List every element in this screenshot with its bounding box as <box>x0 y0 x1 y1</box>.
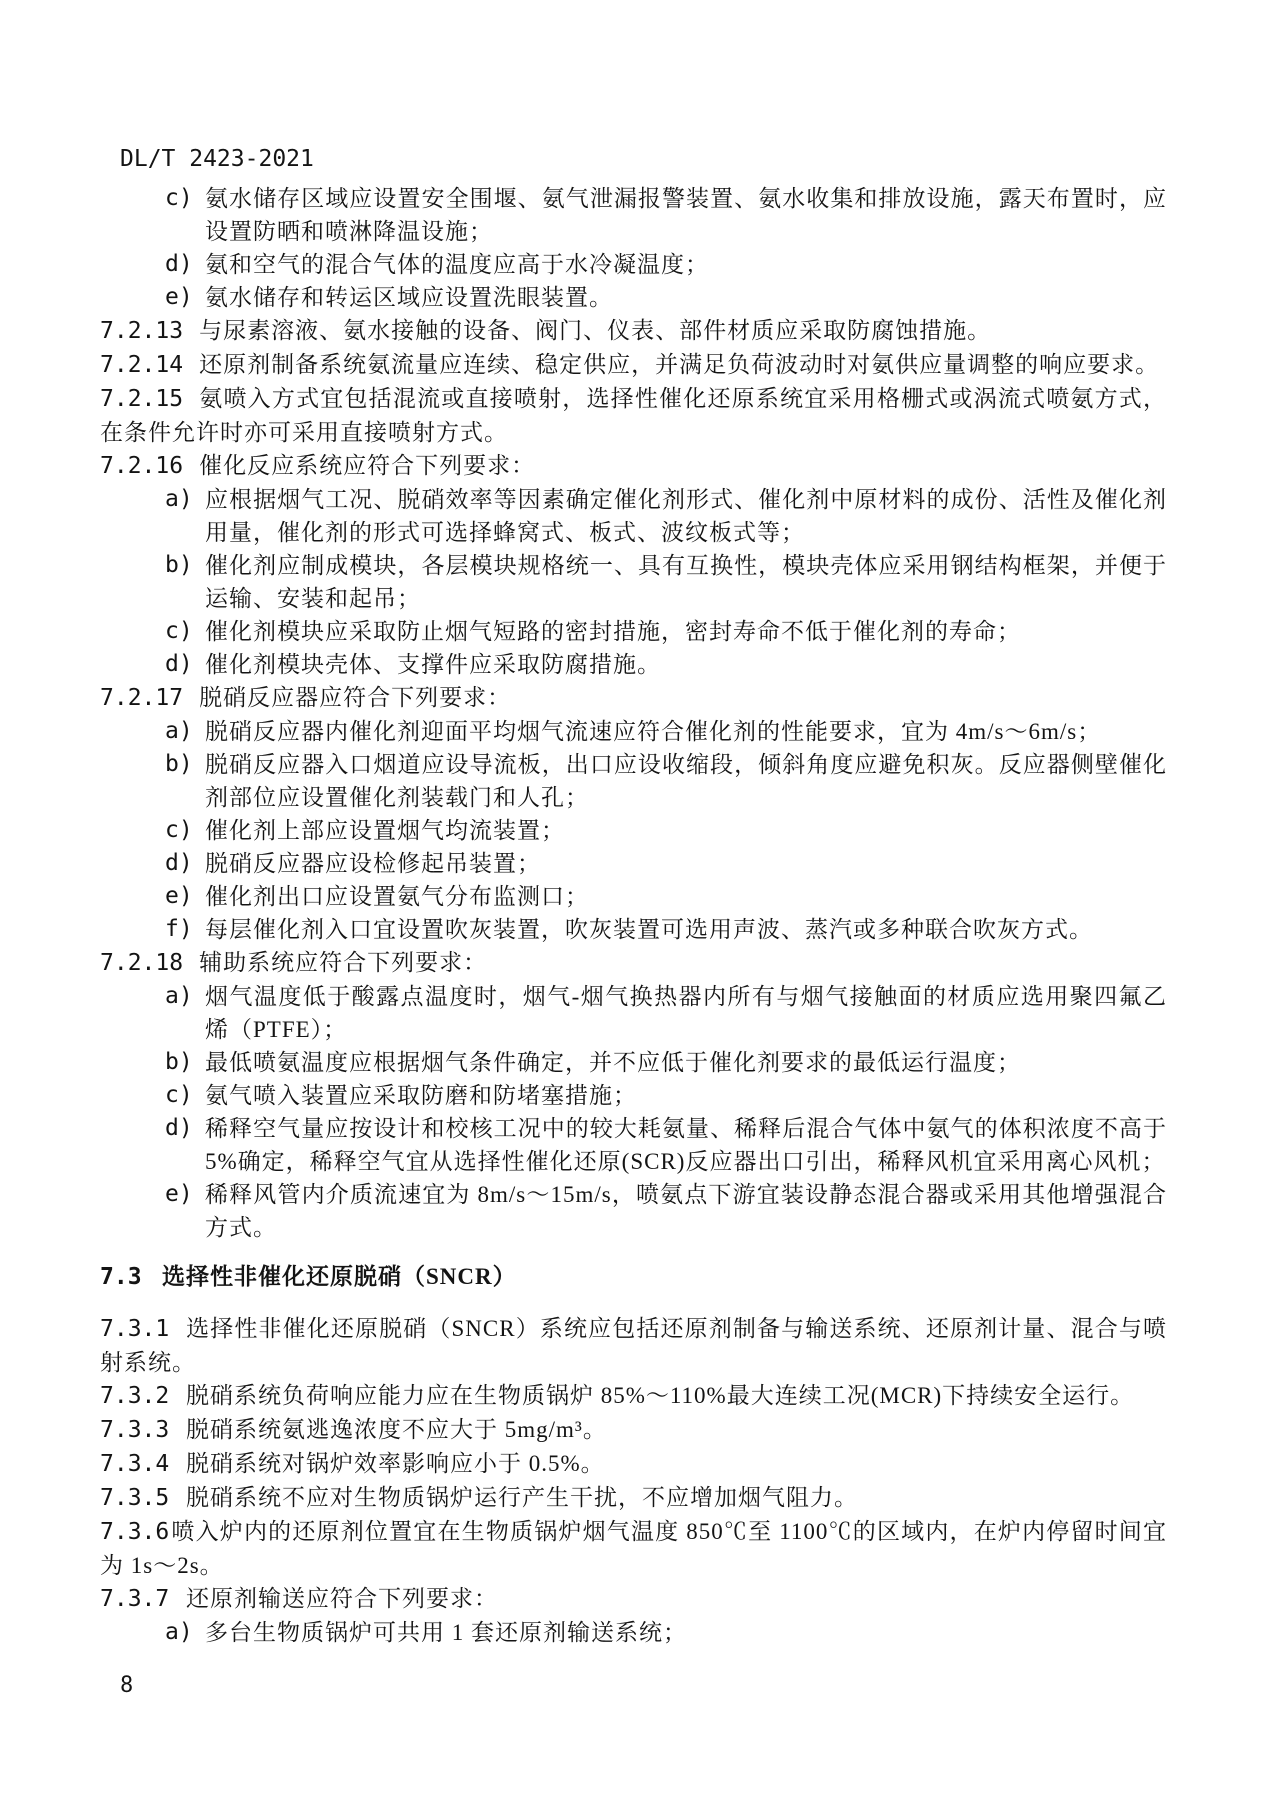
list-item <box>165 1112 1167 1178</box>
clause-paragraph <box>100 382 1167 449</box>
clause-number: 7.2.15 <box>100 386 184 412</box>
list-item-text: 稀释风管内介质流速宜为 8m/s～15m/s，喷氨点下游宜装设静态混合器或采用其他增强混合方式。 <box>205 1182 1167 1240</box>
clause-number: 7.3.5 <box>100 1485 170 1511</box>
clause-paragraph <box>100 348 1167 382</box>
list-item-text: 脱硝反应器应设检修起吊装置； <box>205 851 541 876</box>
clause-number: 7.3.7 <box>100 1586 170 1612</box>
clause-paragraph <box>100 1481 1167 1515</box>
section-heading-number: 7.3 <box>100 1264 142 1290</box>
list-item <box>165 1616 1167 1649</box>
list-item-text: 催化剂模块应采取防止烟气短路的密封措施，密封寿命不低于催化剂的寿命； <box>205 619 1021 644</box>
clause-text: 还原剂制备系统氨流量应连续、稳定供应，并满足负荷波动时对氨供应量调整的响应要求。 <box>199 352 1160 377</box>
list-item-label: c) <box>165 618 193 644</box>
document-header: DL/T 2423-2021 <box>120 146 314 172</box>
list-item-text: 氨水储存区域应设置安全围堰、氨气泄漏报警装置、氨水收集和排放设施，露天布置时，应设置防晒和喷淋降温设施； <box>205 186 1167 244</box>
list-item-label: a) <box>165 983 193 1009</box>
list-item-text: 多台生物质锅炉可共用 1 套还原剂输送系统； <box>205 1620 687 1645</box>
list-item <box>165 648 1167 681</box>
list-item-text: 氨和空气的混合气体的温度应高于水冷凝温度； <box>205 252 709 277</box>
list-item-label: e) <box>165 1181 193 1207</box>
list-item-text: 催化剂出口应设置氨气分布监测口； <box>205 884 589 909</box>
list-item <box>165 847 1167 880</box>
list-item-text: 氨气喷入装置应采取防磨和防堵塞措施； <box>205 1083 637 1108</box>
list-item-label: b) <box>165 1049 193 1075</box>
clause-number: 7.2.18 <box>100 950 184 976</box>
list-item-label: b) <box>165 751 193 777</box>
list-item-text: 催化剂应制成模块，各层模块规格统一、具有互换性，模块壳体应采用钢结构框架，并便于运输、安装和起吊； <box>205 553 1167 611</box>
clause-number: 7.3.1 <box>100 1316 170 1342</box>
clause-paragraph <box>100 1582 1167 1616</box>
clause-text: 喷入炉内的还原剂位置宜在生物质锅炉烟气温度 850℃至 1100℃的区域内，在炉内停留时间宜为 1s～2s。 <box>100 1519 1167 1578</box>
clause-number: 7.2.13 <box>100 318 184 344</box>
list-item-text: 催化剂模块壳体、支撑件应采取防腐措施。 <box>205 652 661 677</box>
clause-text: 还原剂输送应符合下列要求： <box>186 1586 498 1611</box>
list-item-text: 烟气温度低于酸露点温度时，烟气-烟气换热器内所有与烟气接触面的材质应选用聚四氟乙烯（PTFE）； <box>205 984 1167 1042</box>
list-item-label: c) <box>165 185 193 211</box>
list-item <box>165 549 1167 615</box>
list-item <box>165 1046 1167 1079</box>
clause-text: 脱硝反应器应符合下列要求： <box>199 685 512 710</box>
list-item-label: d) <box>165 850 193 876</box>
clause-paragraph <box>100 681 1167 715</box>
list-item-label: a) <box>165 486 193 512</box>
list-item-label: f) <box>165 916 193 942</box>
clause-number: 7.3.3 <box>100 1417 170 1443</box>
clause-text: 氨喷入方式宜包括混流或直接喷射，选择性催化还原系统宜采用格栅式或涡流式喷氨方式，在条件允许时亦可采用直接喷射方式。 <box>100 386 1167 445</box>
list-item <box>165 715 1167 748</box>
list-item-text: 最低喷氨温度应根据烟气条件确定，并不应低于催化剂要求的最低运行温度； <box>205 1050 1021 1075</box>
list-item <box>165 913 1167 946</box>
clause-number: 7.2.14 <box>100 352 184 378</box>
list-item-text: 应根据烟气工况、脱硝效率等因素确定催化剂形式、催化剂中原材料的成份、活性及催化剂用量，催化剂的形式可选择蜂窝式、板式、波纹板式等； <box>205 487 1167 545</box>
clause-text: 脱硝系统对锅炉效率影响应小于 0.5%。 <box>186 1451 605 1476</box>
list-item-label: e) <box>165 883 193 909</box>
clause-number: 7.2.16 <box>100 453 184 479</box>
list-item <box>165 182 1167 248</box>
list-item <box>165 281 1167 314</box>
list-item-label: d) <box>165 1115 193 1141</box>
list-item <box>165 483 1167 549</box>
list-item <box>165 748 1167 814</box>
list-item <box>165 1178 1167 1244</box>
list-item-text: 催化剂上部应设置烟气均流装置； <box>205 818 565 843</box>
list-item <box>165 615 1167 648</box>
list-item-text: 氨水储存和转运区域应设置洗眼装置。 <box>205 285 613 310</box>
list-item-label: c) <box>165 1082 193 1108</box>
clause-paragraph <box>100 1515 1167 1582</box>
list-item <box>165 880 1167 913</box>
clause-text: 催化反应系统应符合下列要求： <box>199 453 536 478</box>
clause-text: 脱硝系统不应对生物质锅炉运行产生干扰，不应增加烟气阻力。 <box>186 1485 858 1510</box>
list-item-text: 每层催化剂入口宜设置吹灰装置，吹灰装置可选用声波、蒸汽或多种联合吹灰方式。 <box>205 917 1093 942</box>
list-item-label: b) <box>165 552 193 578</box>
clause-text: 选择性非催化还原脱硝（SNCR）系统应包括还原剂制备与输送系统、还原剂计量、混合与喷射系统。 <box>100 1316 1167 1375</box>
list-item-label: c) <box>165 817 193 843</box>
list-item <box>165 980 1167 1046</box>
list-item-label: a) <box>165 718 193 744</box>
list-item-text: 稀释空气量应按设计和校核工况中的较大耗氨量、稀释后混合气体中氨气的体积浓度不高于5%确定，稀释空气宜从选择性催化还原(SCR)反应器出口引出，稀释风机宜采用离心风机； <box>205 1116 1167 1174</box>
section-heading <box>100 1260 1167 1294</box>
clause-number: 7.3.2 <box>100 1383 170 1409</box>
list-item <box>165 248 1167 281</box>
list-item-text: 脱硝反应器内催化剂迎面平均烟气流速应符合催化剂的性能要求，宜为 4m/s～6m/s； <box>205 719 1102 744</box>
list-item-label: e) <box>165 284 193 310</box>
clause-paragraph <box>100 1379 1167 1413</box>
list-item <box>165 814 1167 847</box>
list-item-text: 脱硝反应器入口烟道应设导流板，出口应设收缩段，倾斜角度应避免积灰。反应器侧壁催化剂部位应设置催化剂装载门和人孔； <box>205 752 1167 810</box>
clause-paragraph <box>100 946 1167 980</box>
clause-paragraph <box>100 1447 1167 1481</box>
section-heading-title: 选择性非催化还原脱硝（SNCR） <box>162 1264 517 1289</box>
clause-text: 脱硝系统负荷响应能力应在生物质锅炉 85%～110%最大连续工况(MCR)下持续安全运行。 <box>186 1383 1135 1408</box>
list-item <box>165 1079 1167 1112</box>
page-number: 8 <box>120 1673 134 1698</box>
clause-paragraph <box>100 449 1167 483</box>
clause-number: 7.3.4 <box>100 1451 170 1477</box>
clause-text: 与尿素溶液、氨水接触的设备、阀门、仪表、部件材质应采取防腐蚀措施。 <box>199 318 992 343</box>
clause-number: 7.3.6 <box>100 1519 170 1545</box>
document-body <box>100 182 1167 1649</box>
list-item-label: d) <box>165 251 193 277</box>
clause-paragraph <box>100 1312 1167 1379</box>
clause-text: 辅助系统应符合下列要求： <box>199 950 488 975</box>
list-item-label: a) <box>165 1619 193 1645</box>
clause-paragraph <box>100 1413 1167 1447</box>
clause-paragraph <box>100 314 1167 348</box>
list-item-label: d) <box>165 651 193 677</box>
clause-number: 7.2.17 <box>100 685 184 711</box>
clause-text: 脱硝系统氨逃逸浓度不应大于 5mg/m³。 <box>186 1417 607 1442</box>
